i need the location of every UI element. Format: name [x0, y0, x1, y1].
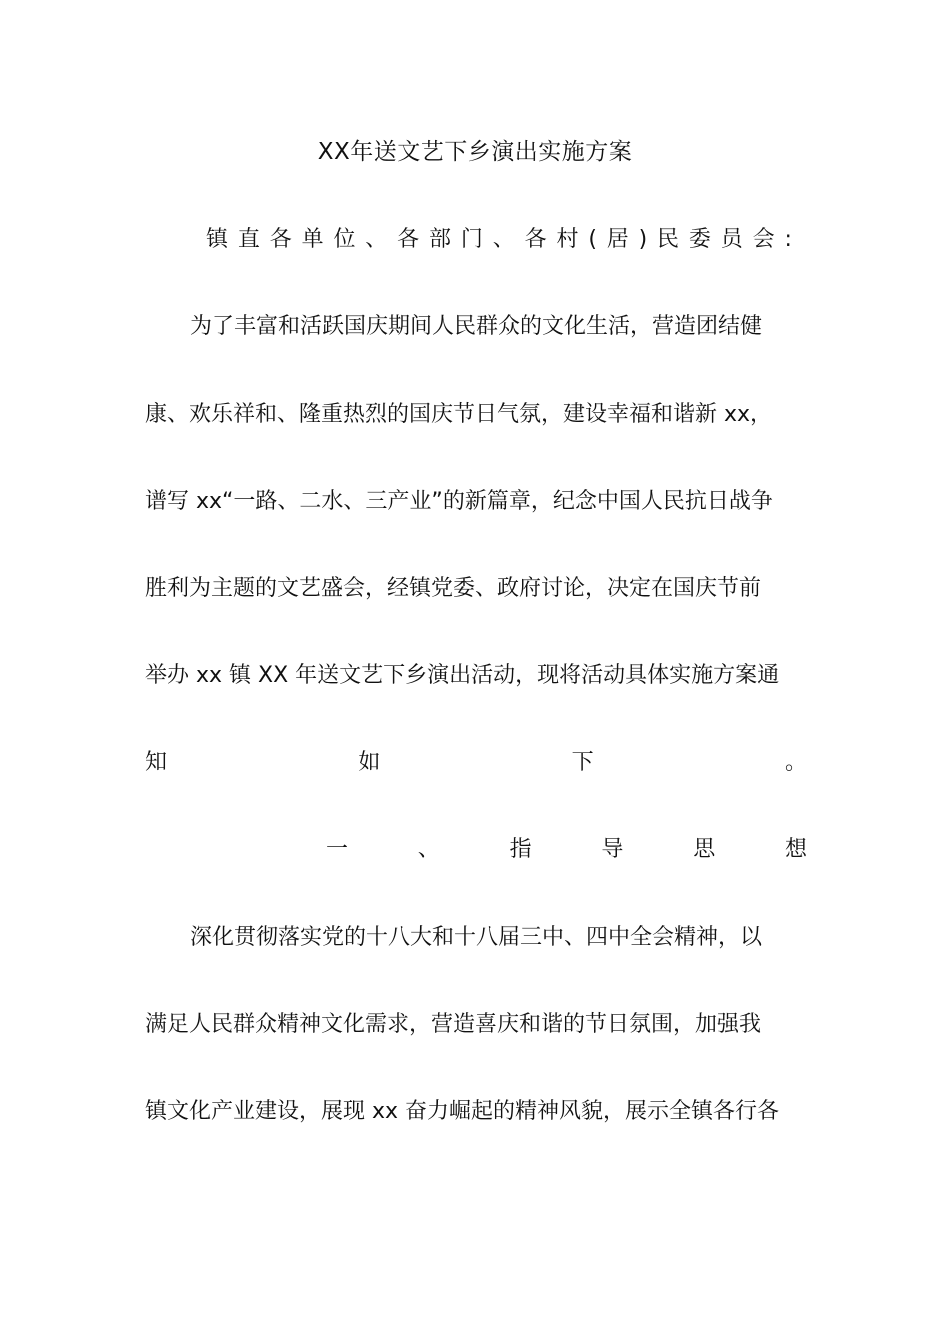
salutation-char: 各	[524, 227, 547, 252]
paragraph-char: 下	[571, 750, 594, 775]
salutation	[206, 222, 792, 258]
salutation-char: 单	[301, 227, 324, 252]
salutation-char: 员	[720, 227, 743, 252]
heading-char: 思	[693, 837, 716, 862]
paragraph-line: 镇文化产业建设，展现 xx 奋力崛起的精神风貌，展示全镇各行各	[145, 1099, 780, 1124]
paragraph-line: 谱写 xx“一路、二水、三产业”的新篇章，纪念中国人民抗日战争	[145, 489, 773, 514]
paragraph-char: 。	[784, 750, 807, 775]
heading-char: 、	[417, 837, 440, 862]
salutation-char: 、	[492, 227, 515, 252]
salutation-char: 村	[556, 227, 579, 252]
paragraph-line: 康、欢乐祥和、隆重热烈的国庆节日气氛，建设幸福和谐新 xx，	[145, 402, 773, 427]
salutation-char: 镇	[206, 227, 229, 252]
heading-char: 指	[509, 837, 532, 862]
paragraph-line: 满足人民群众精神文化需求，营造喜庆和谐的节日氛围，加强我	[145, 1012, 762, 1037]
salutation-char: 民	[657, 227, 680, 252]
salutation-char: 门	[460, 227, 483, 252]
salutation-char: 各	[269, 227, 292, 252]
salutation-char: 部	[429, 227, 452, 252]
paragraph-line: 胜利为主题的文艺盛会，经镇党委、政府讨论，决定在国庆节前	[145, 576, 762, 601]
paragraph-char: 知	[145, 750, 168, 775]
salutation-char: (	[588, 227, 597, 252]
heading-char: 想	[784, 837, 807, 862]
document-title: XX年送文艺下乡演出实施方案	[317, 139, 633, 165]
paragraph-last-line	[145, 745, 807, 781]
heading-char: 一	[326, 837, 349, 862]
salutation-char: 居	[606, 227, 629, 252]
salutation-char: 委	[688, 227, 711, 252]
salutation-char: 直	[237, 227, 260, 252]
salutation-char: :	[784, 227, 792, 252]
paragraph-char: 如	[358, 750, 381, 775]
salutation-char: 位	[333, 227, 356, 252]
heading-char: 导	[601, 837, 624, 862]
section-heading	[326, 832, 807, 868]
paragraph-line: 为了丰富和活跃国庆期间人民群众的文化生活，营造团结健	[190, 314, 763, 339]
salutation-char: )	[638, 227, 648, 252]
paragraph-line: 深化贯彻落实党的十八大和十八届三中、四中全会精神，以	[190, 925, 763, 950]
salutation-char: 会	[752, 227, 775, 252]
salutation-char: 、	[365, 227, 388, 252]
salutation-char: 各	[397, 227, 420, 252]
paragraph-line: 举办 xx 镇 XX 年送文艺下乡演出活动，现将活动具体实施方案通	[145, 663, 780, 688]
